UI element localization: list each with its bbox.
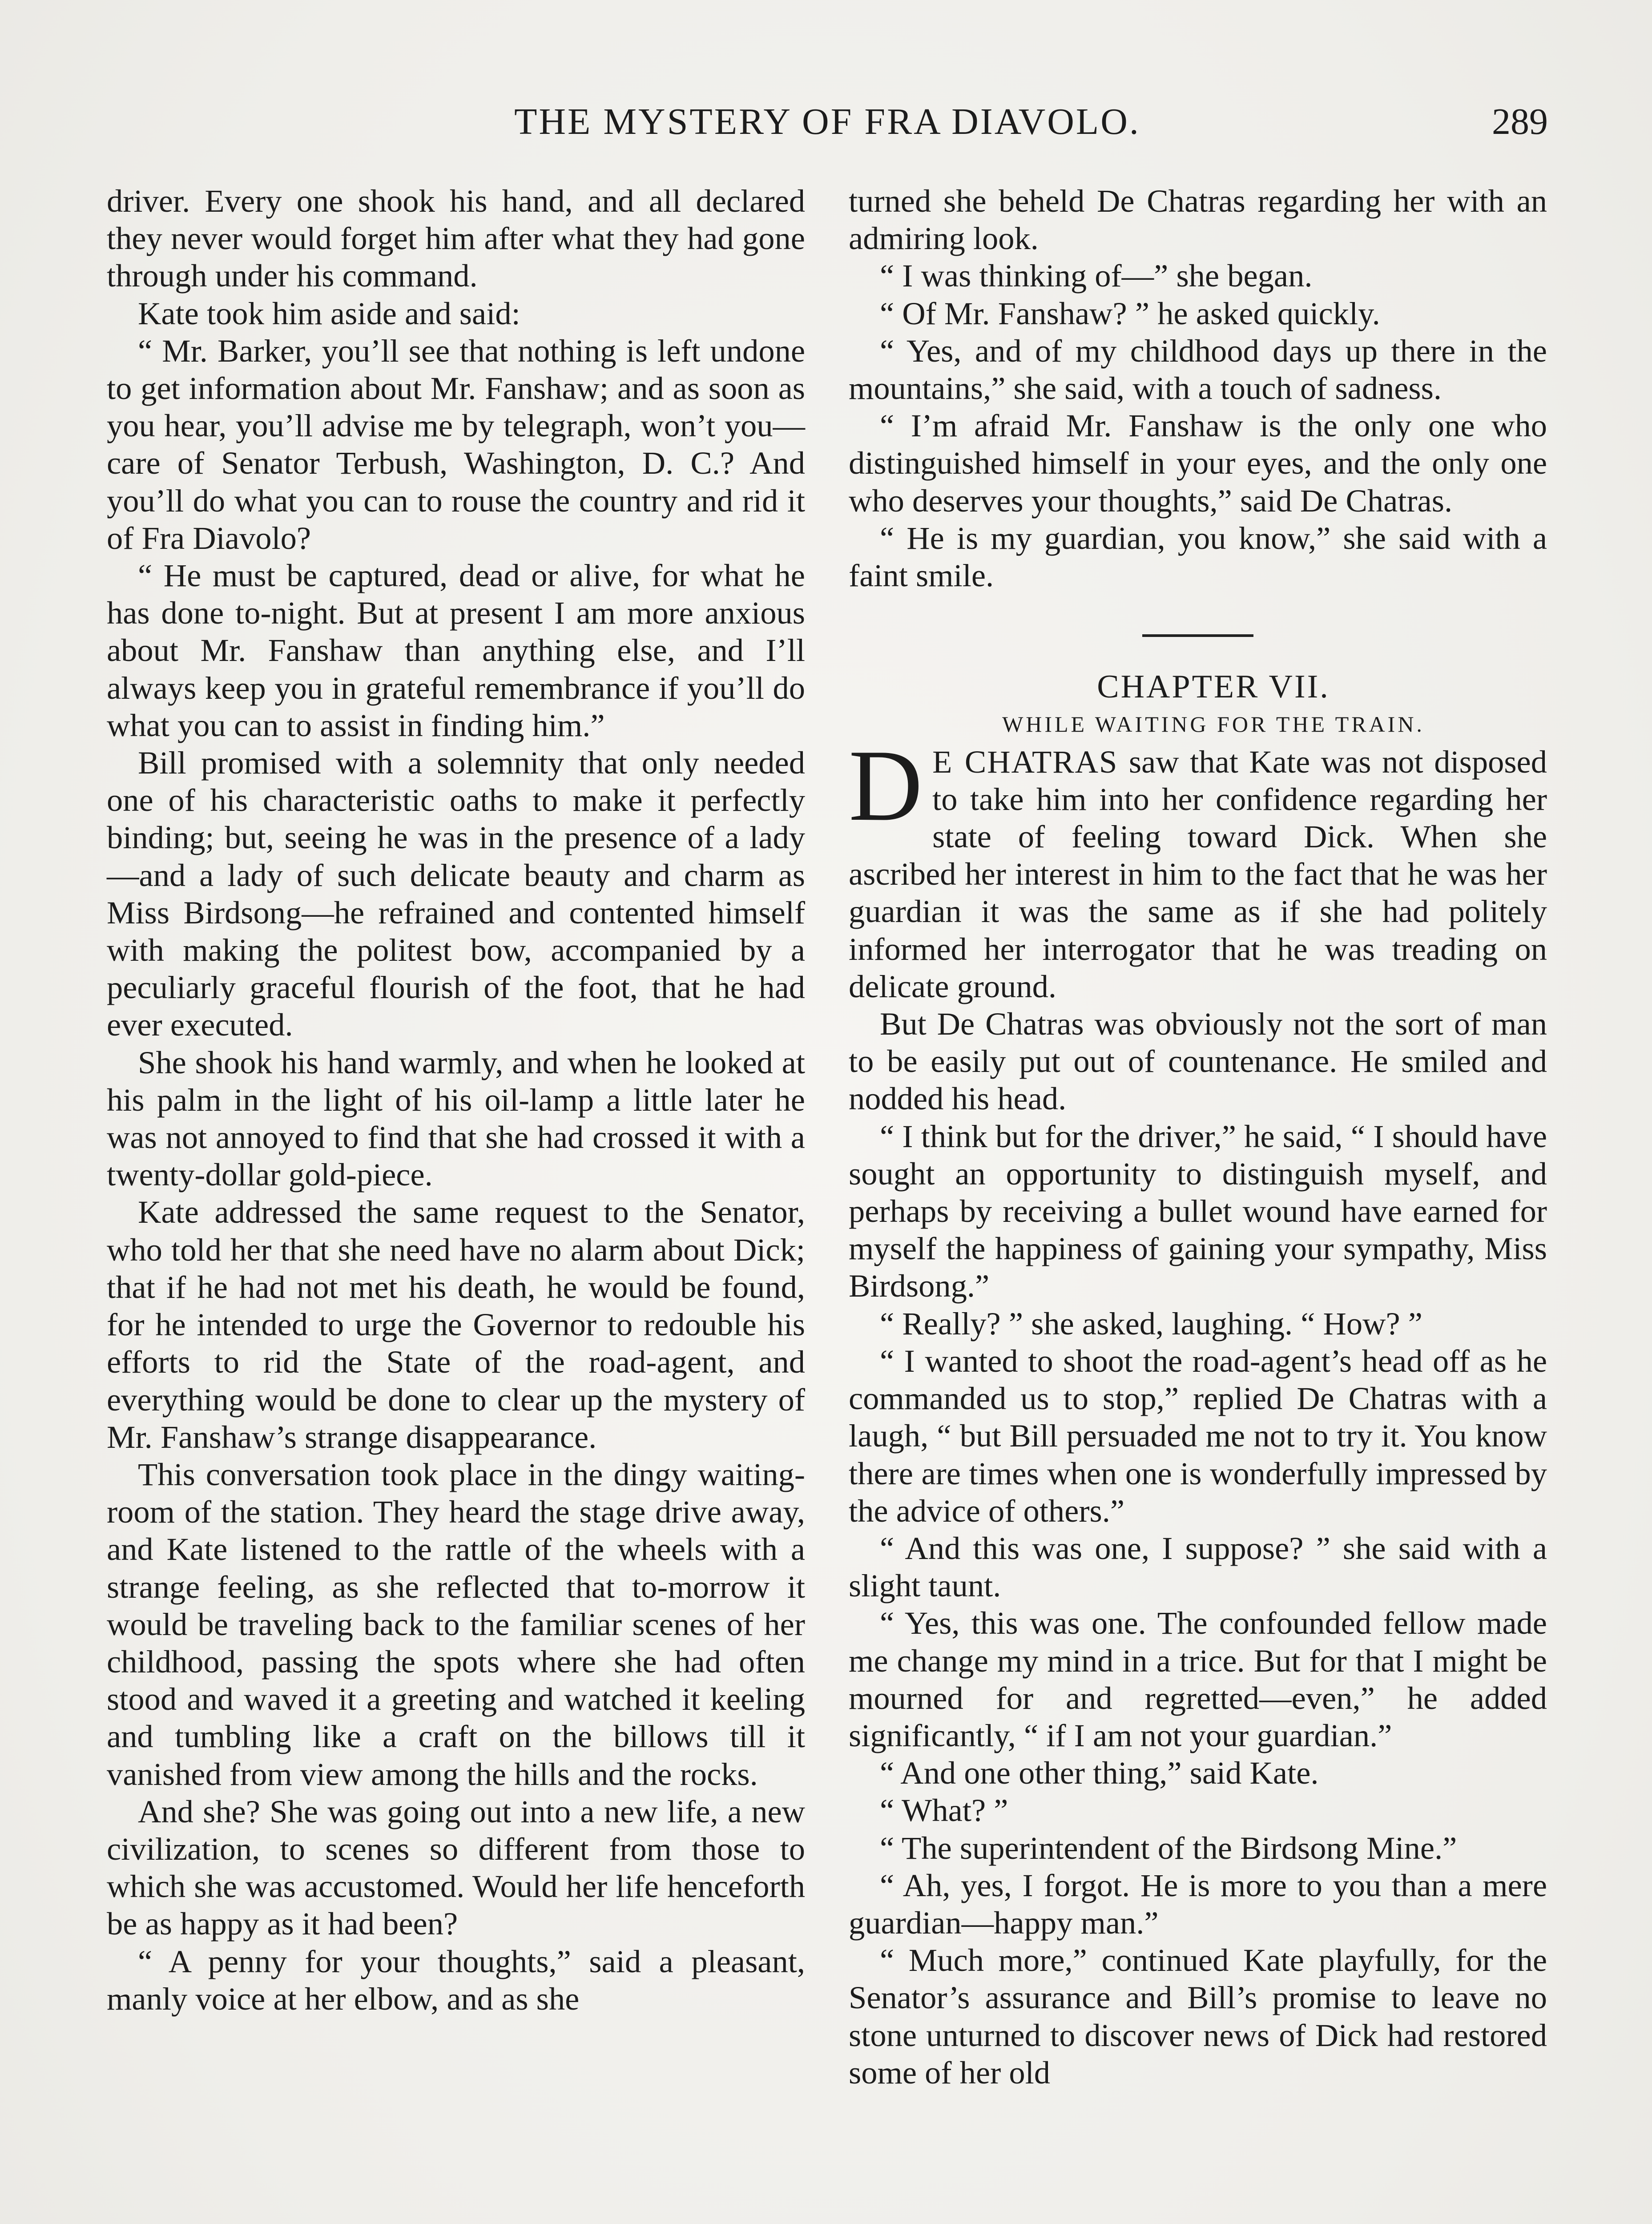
paragraph: “ I was thinking of—” she began. [880, 258, 1313, 294]
paragraph: “ I think but for the driver,” he said, “ I should have sought an opportunity to distinguish myself, and perhaps by receiving a bullet wound have earned for myself the happiness of gaining your sympathy, Miss Birdsong.” [849, 1118, 1547, 1304]
paragraph: “ Yes, and of my childhood days up there in the mountains,” she said, with a touch of sadness. [849, 332, 1547, 407]
paragraph: Kate took him aside and said: [138, 295, 520, 331]
paragraph: “ I wanted to shoot the road-agent’s head off as he commanded us to stop,” replied De Chatras with a laugh, “ but Bill persuaded me not to try it. You know there are times when one is wonderfully impressed by the advice of others.” [849, 1342, 1547, 1529]
lead-caps: E CHATRAS [932, 743, 1118, 780]
paragraph: She shook his hand warmly, and when he looked at his palm in the light of his oil-lamp a little later he was not annoyed to find that she had crossed it with a twenty-dollar gold-piece. [107, 1044, 805, 1193]
chapter-subtitle: WHILE WAITING FOR THE TRAIN. [1002, 712, 1425, 737]
paragraph: turned she beheld De Chatras regarding her with an admiring look. [849, 183, 1547, 257]
chapter-opening-paragraph [849, 728, 1547, 1005]
paragraph: Kate addressed the same request to the Senator, who told her that she need have no alarm about Dick; that if he had not met his death, he would be found, for he intended to urge the Governor to redouble his efforts to rid the State of the road-agent, and everything would be done to clear up the mystery of Mr. Fanshaw’s strange disappearance. [107, 1194, 805, 1455]
paragraph: “ He is my guardian, you know,” she said with a faint smile. [849, 520, 1547, 594]
paragraph: But De Chatras was obviously not the sort of man to be easily put out of countenance. He smiled and nodded his head. [849, 1006, 1547, 1117]
paragraph: “ Really? ” she asked, laughing. “ How? ” [880, 1305, 1422, 1342]
section-divider [1142, 634, 1253, 637]
paragraph: “ I’m afraid Mr. Fanshaw is the only one who distinguished himself in your eyes, and the only one who deserves your thoughts,” said De Chatras. [849, 407, 1547, 519]
paragraph: “ Yes, this was one. The confounded fellow made me change my mind in a trice. But for that I might be mourned for and regretted—even,” he added significantly, “ if I am not your guardian.” [849, 1605, 1547, 1753]
paragraph: “ He must be captured, dead or alive, for what he has done to-night. But at present I am more anxious about Mr. Fanshaw than anything else, and I’ll always keep you in grateful remembrance if you’ll do what you can to assist in finding him.” [107, 557, 805, 743]
paragraph: “ And this was one, I suppose? ” she said with a slight taunt. [849, 1530, 1547, 1604]
paragraph: “ A penny for your thoughts,” said a pleasant, manly voice at her elbow, and as she [107, 1943, 805, 2017]
paragraph: driver. Every one shook his hand, and all declared they never would forget him after what they had gone through under his command. [107, 183, 805, 294]
paragraph: And she? She was going out into a new life, a new civilization, to scenes so different from those to which she was accustomed. Would her life henceforth be as happy as it had been? [107, 1793, 805, 1942]
paragraph: “ Much more,” continued Kate playfully, for the Senator’s assurance and Bill’s promise to leave no stone unturned to discover news of Dick had restored some of her old [849, 1942, 1547, 2091]
right-column [849, 182, 1547, 2091]
left-column [107, 182, 805, 2018]
page-number: 289 [1492, 101, 1548, 142]
paragraph: This conversation took place in the dingy waiting-room of the station. They heard the stage drive away, and Kate listened to the rattle of the wheels with a strange feeling, as she reflected that to-morrow it would be traveling back to the familiar scenes of her childhood, passing the spots where she had often stood and waved it a greeting and watched it keeling and tumbling like a craft on the billows till it vanished from view among the hills and the rocks. [107, 1456, 805, 1792]
drop-cap: D [849, 728, 923, 842]
paragraph-text: saw that Kate was not disposed to take him into her confidence regarding her state of feeling toward Dick. When she ascribed her interest in him to the fact that he was her guardian it was the same as if she had politely informed her interrogator that he was treading on delicate ground. [849, 743, 1547, 1004]
page-header [107, 91, 1548, 145]
paragraph: Bill promised with a solemnity that only needed one of his characteristic oaths to make it perfectly binding; but, seeing he was in the presence of a lady—and a lady of such delicate beauty and charm as Miss Birdsong—he refrained and contented himself with making the politest bow, accompanied by a peculiarly graceful flourish of the foot, that he had ever executed. [107, 745, 805, 1043]
paragraph: “ Ah, yes, I forgot. He is more to you than a mere guardian—happy man.” [849, 1867, 1547, 1941]
paragraph: “ Mr. Barker, you’ll see that nothing is left undone to get information about Mr. Fanshaw; and as soon as you hear, you’ll advise me by telegraph, won’t you—care of Senator Terbush, Washington, D. C.? And you’ll do what you can to rouse the country and rid it of Fra Diavolo? [107, 332, 805, 556]
paragraph: “ What? ” [880, 1792, 1008, 1829]
paragraph: “ Of Mr. Fanshaw? ” he asked quickly. [880, 295, 1380, 331]
paragraph: “ The superintendent of the Birdsong Mine.” [880, 1829, 1457, 1866]
paragraph: “ And one other thing,” said Kate. [880, 1755, 1319, 1791]
chapter-heading: CHAPTER VII. [1097, 669, 1330, 705]
running-title: THE MYSTERY OF FRA DIAVOLO. [514, 101, 1140, 142]
